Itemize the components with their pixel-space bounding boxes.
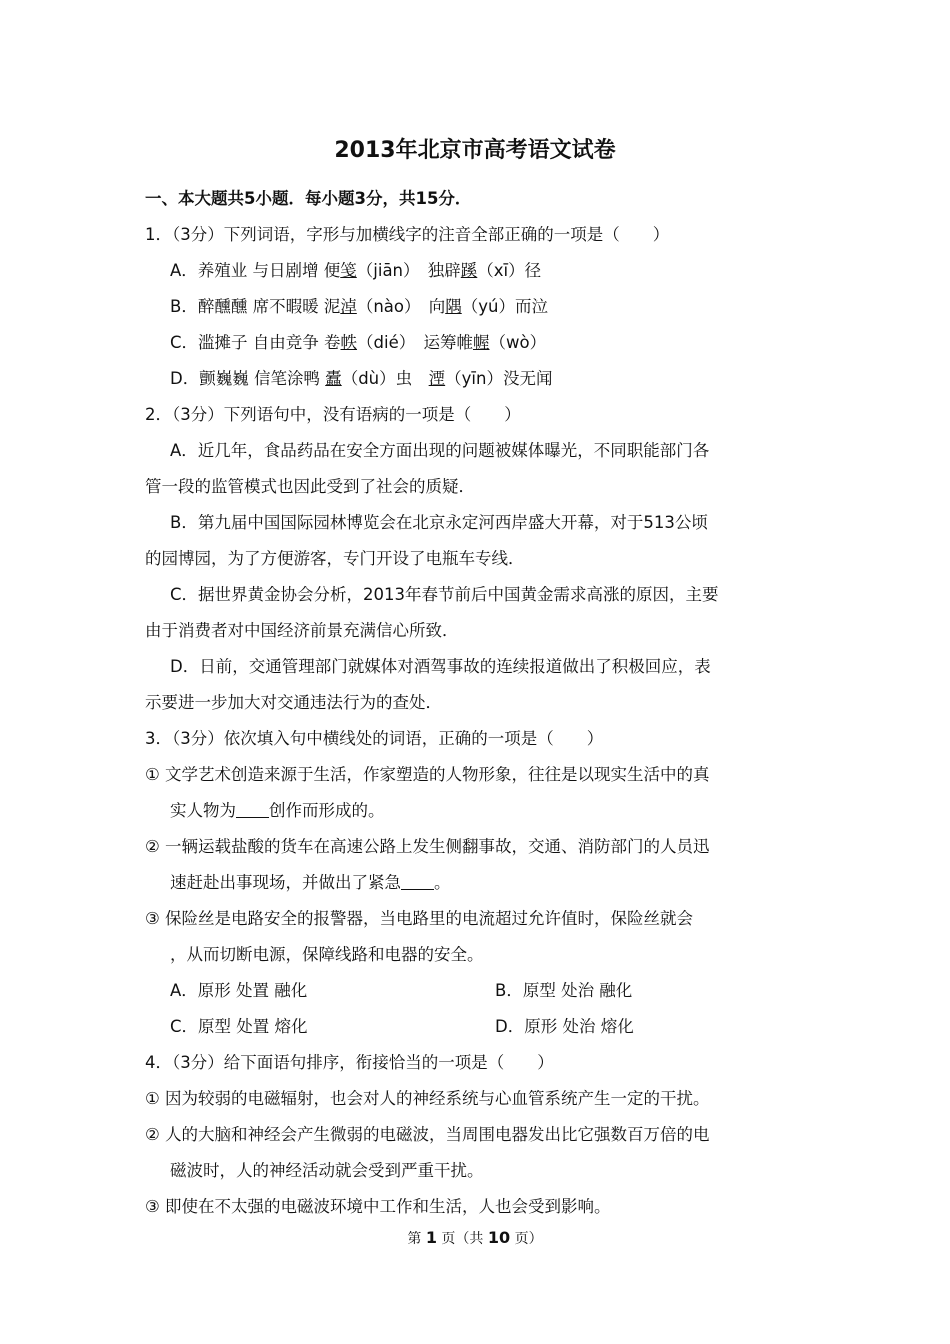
q3-sentence-1-cont: 实人物为 创作而形成的。 (170, 801, 385, 820)
q2-option-a-cont: 管一段的监管模式也因此受到了社会的质疑． (145, 477, 475, 496)
q1-stem: 1．（3分）下列词语，字形与加横线字的注音全部正确的一项是（ ） (145, 225, 670, 244)
q2-option-d: D．日前，交通管理部门就媒体对酒驾事故的连续报道做出了积极回应，表 (170, 657, 711, 676)
q2-option-d-cont: 示要进一步加大对交通违法行为的查处． (145, 693, 442, 712)
q3-sentence-2-cont: 速赶赴出事现场，并做出了紧急 。 (170, 873, 451, 892)
section-heading: 一、本大题共5小题．每小题3分，共15分． (145, 189, 472, 208)
q3-option-c: C．原型 处置 熔化 (170, 1017, 308, 1036)
q1-option-c: C．滥摊子 自由竞争 卷帙（dié） 运筹帷幄（wò） (170, 333, 547, 352)
q1-option-b: B．醉醺醺 席不暇暖 泥淖（nào） 向隅（yú）而泣 (170, 297, 548, 316)
q3-sentence-2: ② 一辆运载盐酸的货车在高速公路上发生侧翻事故，交通、消防部门的人员迅 (145, 837, 710, 856)
q2-option-c: C．据世界黄金协会分析，2013年春节前后中国黄金需求高涨的原因，主要 (170, 585, 719, 604)
q4-sentence-2: ② 人的大脑和神经会产生微弱的电磁波，当周围电器发出比它强数百万倍的电 (145, 1125, 710, 1144)
q2-stem: 2．（3分）下列语句中，没有语病的一项是（ ） (145, 405, 521, 424)
q1-option-a: A．养殖业 与日剧增 便笺（jiān） 独辟蹊（xī）径 (170, 261, 542, 280)
q2-option-a: A．近几年，食品药品在安全方面出现的问题被媒体曝光，不同职能部门各 (170, 441, 710, 460)
q3-option-d: D．原形 处治 熔化 (495, 1017, 634, 1036)
page-title: 2013年北京市高考语文试卷 (334, 138, 616, 163)
q1-option-d: D．颤巍巍 信笔涂鸭 蠹（dù）虫 湮（yīn）没无闻 (170, 369, 553, 388)
document-body (145, 181, 825, 1225)
q3-stem: 3．（3分）依次填入句中横线处的词语，正确的一项是（ ） (145, 729, 604, 748)
q2-option-b: B．第九届中国国际园林博览会在北京永定河西岸盛大开幕，对于513公顷 (170, 513, 708, 532)
q4-sentence-1: ① 因为较弱的电磁辐射，也会对人的神经系统与心血管系统产生一定的干扰。 (145, 1089, 710, 1108)
q3-sentence-1: ① 文学艺术创造来源于生活，作家塑造的人物形象，往往是以现实生活中的真 (145, 765, 710, 784)
q2-option-c-cont: 由于消费者对中国经济前景充满信心所致． (145, 621, 459, 640)
q2-option-b-cont: 的园博园，为了方便游客，专门开设了电瓶车专线． (145, 549, 525, 568)
page-footer: 第 1 页（共 10 页） (407, 1228, 543, 1247)
q4-sentence-2-cont: 磁波时，人的神经活动就会受到严重干扰。 (170, 1161, 484, 1180)
q3-sentence-3-cont: ，从而切断电源，保障线路和电器的安全。 (170, 945, 484, 964)
q4-stem: 4．（3分）给下面语句排序，衔接恰当的一项是（ ） (145, 1053, 554, 1072)
q3-options-row-1 (145, 973, 825, 1009)
q3-options-row-2 (145, 1009, 825, 1045)
q4-sentence-3: ③ 即使在不太强的电磁波环境中工作和生活，人也会受到影响。 (145, 1197, 611, 1216)
q3-option-b: B．原型 处治 融化 (495, 981, 633, 1000)
q3-sentence-3: ③ 保险丝是电路安全的报警器，当电路里的电流超过允许值时，保险丝就会 (145, 909, 694, 928)
q3-option-a: A．原形 处置 融化 (170, 981, 308, 1000)
